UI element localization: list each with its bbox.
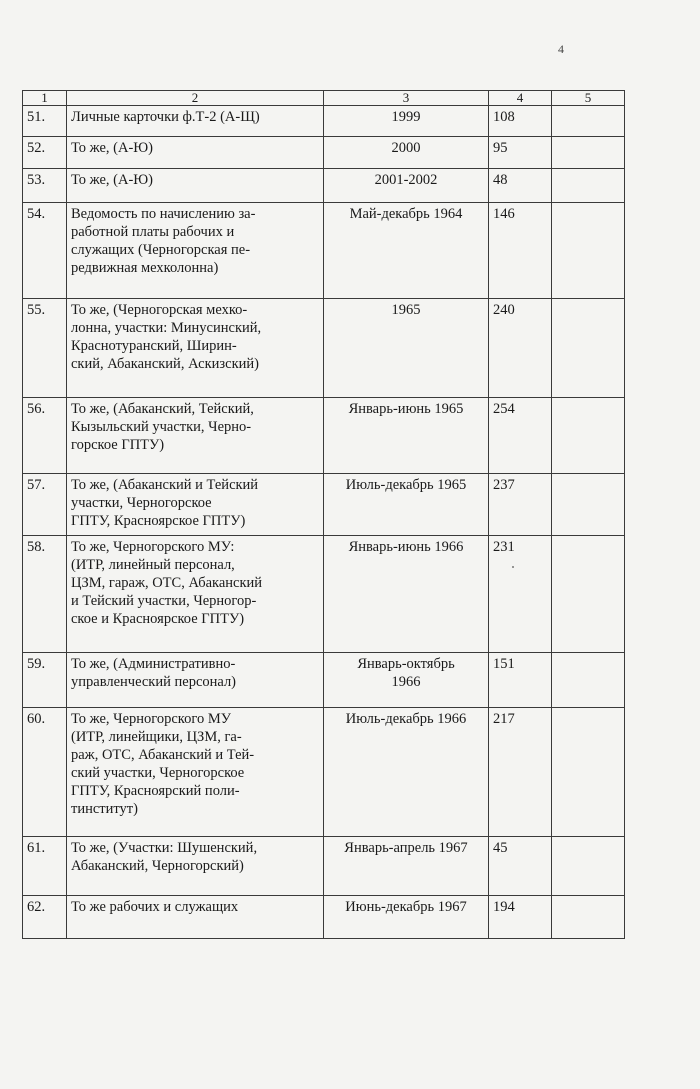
row-count: 237 [489,474,552,536]
row-count: 240 [489,299,552,398]
header-col-1: 1 [23,91,67,106]
row-number: 58. [23,536,67,653]
row-title: То же, (Участки: Шушенский, Абаканский, Черногорский) [67,837,324,896]
row-note [552,203,625,299]
table-row [23,137,625,169]
row-number: 53. [23,169,67,203]
header-col-4: 4 [489,91,552,106]
row-count: 254 [489,398,552,474]
row-note [552,169,625,203]
row-title: То же, (А-Ю) [67,169,324,203]
row-dates: Январь-октябрь 1966 [324,653,489,708]
row-note [552,106,625,137]
row-number: 57. [23,474,67,536]
row-count: 151 [489,653,552,708]
row-dates: Июнь-декабрь 1967 [324,896,489,939]
row-dates: Июль-декабрь 1966 [324,708,489,837]
row-number: 54. [23,203,67,299]
row-title: То же, (Черногорская мехко- лонна, участки: Минусинский, Краснотуранский, Ширин- ский, Абаканский, Аскизский) [67,299,324,398]
table-row [23,474,625,536]
table-row [23,837,625,896]
row-note [552,398,625,474]
row-dates: 1999 [324,106,489,137]
row-note [552,137,625,169]
row-count: 45 [489,837,552,896]
row-number: 51. [23,106,67,137]
row-note [552,474,625,536]
scan-speck [512,566,514,568]
row-dates: Май-декабрь 1964 [324,203,489,299]
row-title: То же рабочих и служащих [67,896,324,939]
row-title: То же, (Абаканский, Тейский, Кызыльский участки, Черно- горское ГПТУ) [67,398,324,474]
table-body [23,106,625,939]
row-note [552,299,625,398]
header-col-5: 5 [552,91,625,106]
row-title: То же, (А-Ю) [67,137,324,169]
row-dates: Январь-июнь 1965 [324,398,489,474]
table-row [23,203,625,299]
row-count: 95 [489,137,552,169]
row-number: 52. [23,137,67,169]
row-count: 108 [489,106,552,137]
row-number: 55. [23,299,67,398]
row-title: То же, (Абаканский и Тейский участки, Черногорское ГПТУ, Красноярское ГПТУ) [67,474,324,536]
row-number: 60. [23,708,67,837]
row-title: Личные карточки ф.Т-2 (А-Щ) [67,106,324,137]
header-col-3: 3 [324,91,489,106]
row-title: То же, Черногорского МУ: (ИТР, линейный персонал, ЦЗМ, гараж, ОТС, Абаканский и Тейский участки, Черногор- ское и Красноярское ГПТУ) [67,536,324,653]
row-note [552,837,625,896]
row-count: 48 [489,169,552,203]
table-row [23,708,625,837]
table-row [23,106,625,137]
row-count: 217 [489,708,552,837]
table-row [23,653,625,708]
row-note [552,536,625,653]
row-count: 146 [489,203,552,299]
row-title: То же, Черногорского МУ (ИТР, линейщики, ЦЗМ, га- раж, ОТС, Абаканский и Тей- ский участки, Черногорское ГПТУ, Красноярский поли- тинститут) [67,708,324,837]
table-row [23,169,625,203]
header-row [23,91,625,106]
row-note [552,653,625,708]
page-number: 4 [558,42,564,56]
row-dates: Январь-июнь 1966 [324,536,489,653]
row-count: 194 [489,896,552,939]
header-col-2: 2 [67,91,324,106]
table-row [23,536,625,653]
row-number: 62. [23,896,67,939]
row-note [552,896,625,939]
row-title: Ведомость по начислению за- работной платы рабочих и служащих (Черногорская пе- редвижная мехколонна) [67,203,324,299]
row-title: То же, (Административно- управленческий персонал) [67,653,324,708]
row-dates: Июль-декабрь 1965 [324,474,489,536]
row-dates: 1965 [324,299,489,398]
row-dates: Январь-апрель 1967 [324,837,489,896]
row-number: 56. [23,398,67,474]
row-dates: 2000 [324,137,489,169]
row-note [552,708,625,837]
table-row [23,299,625,398]
row-number: 59. [23,653,67,708]
row-count: 231 [489,536,552,653]
table-row [23,896,625,939]
row-number: 61. [23,837,67,896]
table-row [23,398,625,474]
row-dates: 2001-2002 [324,169,489,203]
inventory-table [22,90,625,939]
